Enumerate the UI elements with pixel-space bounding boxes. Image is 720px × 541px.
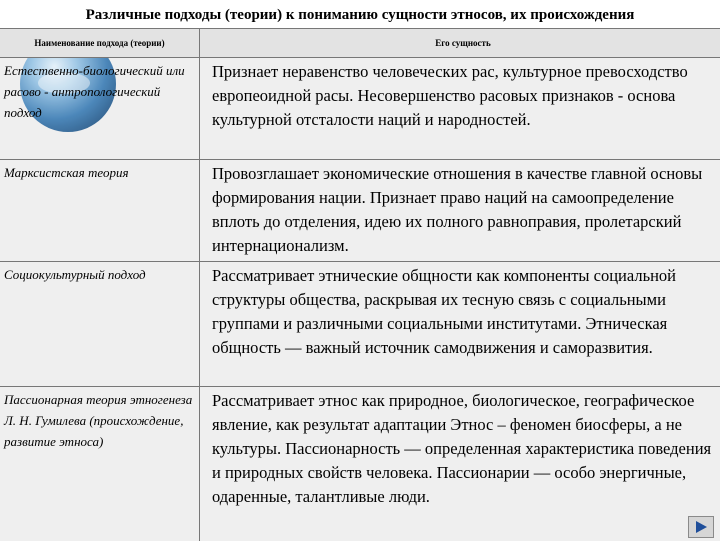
table-row <box>0 387 720 541</box>
header-cell-essence: Его сущность <box>435 38 491 48</box>
row-essence-cell <box>200 262 720 386</box>
row-essence-cell <box>200 387 720 541</box>
theory-essence: Провозглашает экономические отношения в качестве главной основы формирования нации. Признает право наций на самоопределение вплоть до отделения, идею их полного равноправия, пролетарский интернационализм. <box>212 164 703 255</box>
theories-table <box>0 28 720 541</box>
row-name-cell <box>0 262 200 386</box>
header-cell-name: Наименование подхода (теории) <box>0 29 200 57</box>
table-row <box>0 160 720 262</box>
theory-name: Естественно-биологический или расово - антропологический подход <box>4 63 185 120</box>
row-essence-cell <box>200 160 720 261</box>
row-name-cell <box>0 58 200 159</box>
theory-essence: Рассматривает этнические общности как компоненты социальной структуры общества, раскрывая их тесную связь с социальными группами и различными социальными институтами. Этническая общность — важный источник самодвижения и саморазвития. <box>212 266 676 357</box>
theory-essence: Признает неравенство человеческих рас, культурное превосходство европеоидной расы. Несовершенство расовых признаков - основа культурной отсталости наций и народностей. <box>212 62 688 129</box>
theory-name: Марксистская теория <box>4 165 129 180</box>
next-slide-button[interactable] <box>688 516 714 538</box>
row-name-cell <box>0 387 200 541</box>
row-name-cell <box>0 160 200 261</box>
theory-essence: Рассматривает этнос как природное, биологическое, географическое явление, как результат адаптации Этнос – феномен биосферы, а не культуры. Пассионарность — определенная характеристика поведения и природных свойств человека. Пассионарии — особо энергичные, одаренные, талантливые люди. <box>212 391 712 506</box>
theory-name: Социокультурный подход <box>4 267 146 282</box>
table-row <box>0 58 720 160</box>
theory-name: Пассионарная теория этногенеза Л. Н. Гумилева (происхождение, развитие этноса) <box>4 392 193 449</box>
row-essence-cell <box>200 58 720 159</box>
table-row <box>0 262 720 387</box>
table-header-row <box>0 29 720 58</box>
play-next-icon <box>694 520 708 534</box>
page-title: Различные подходы (теории) к пониманию сущности этносов, их происхождения <box>85 7 635 23</box>
